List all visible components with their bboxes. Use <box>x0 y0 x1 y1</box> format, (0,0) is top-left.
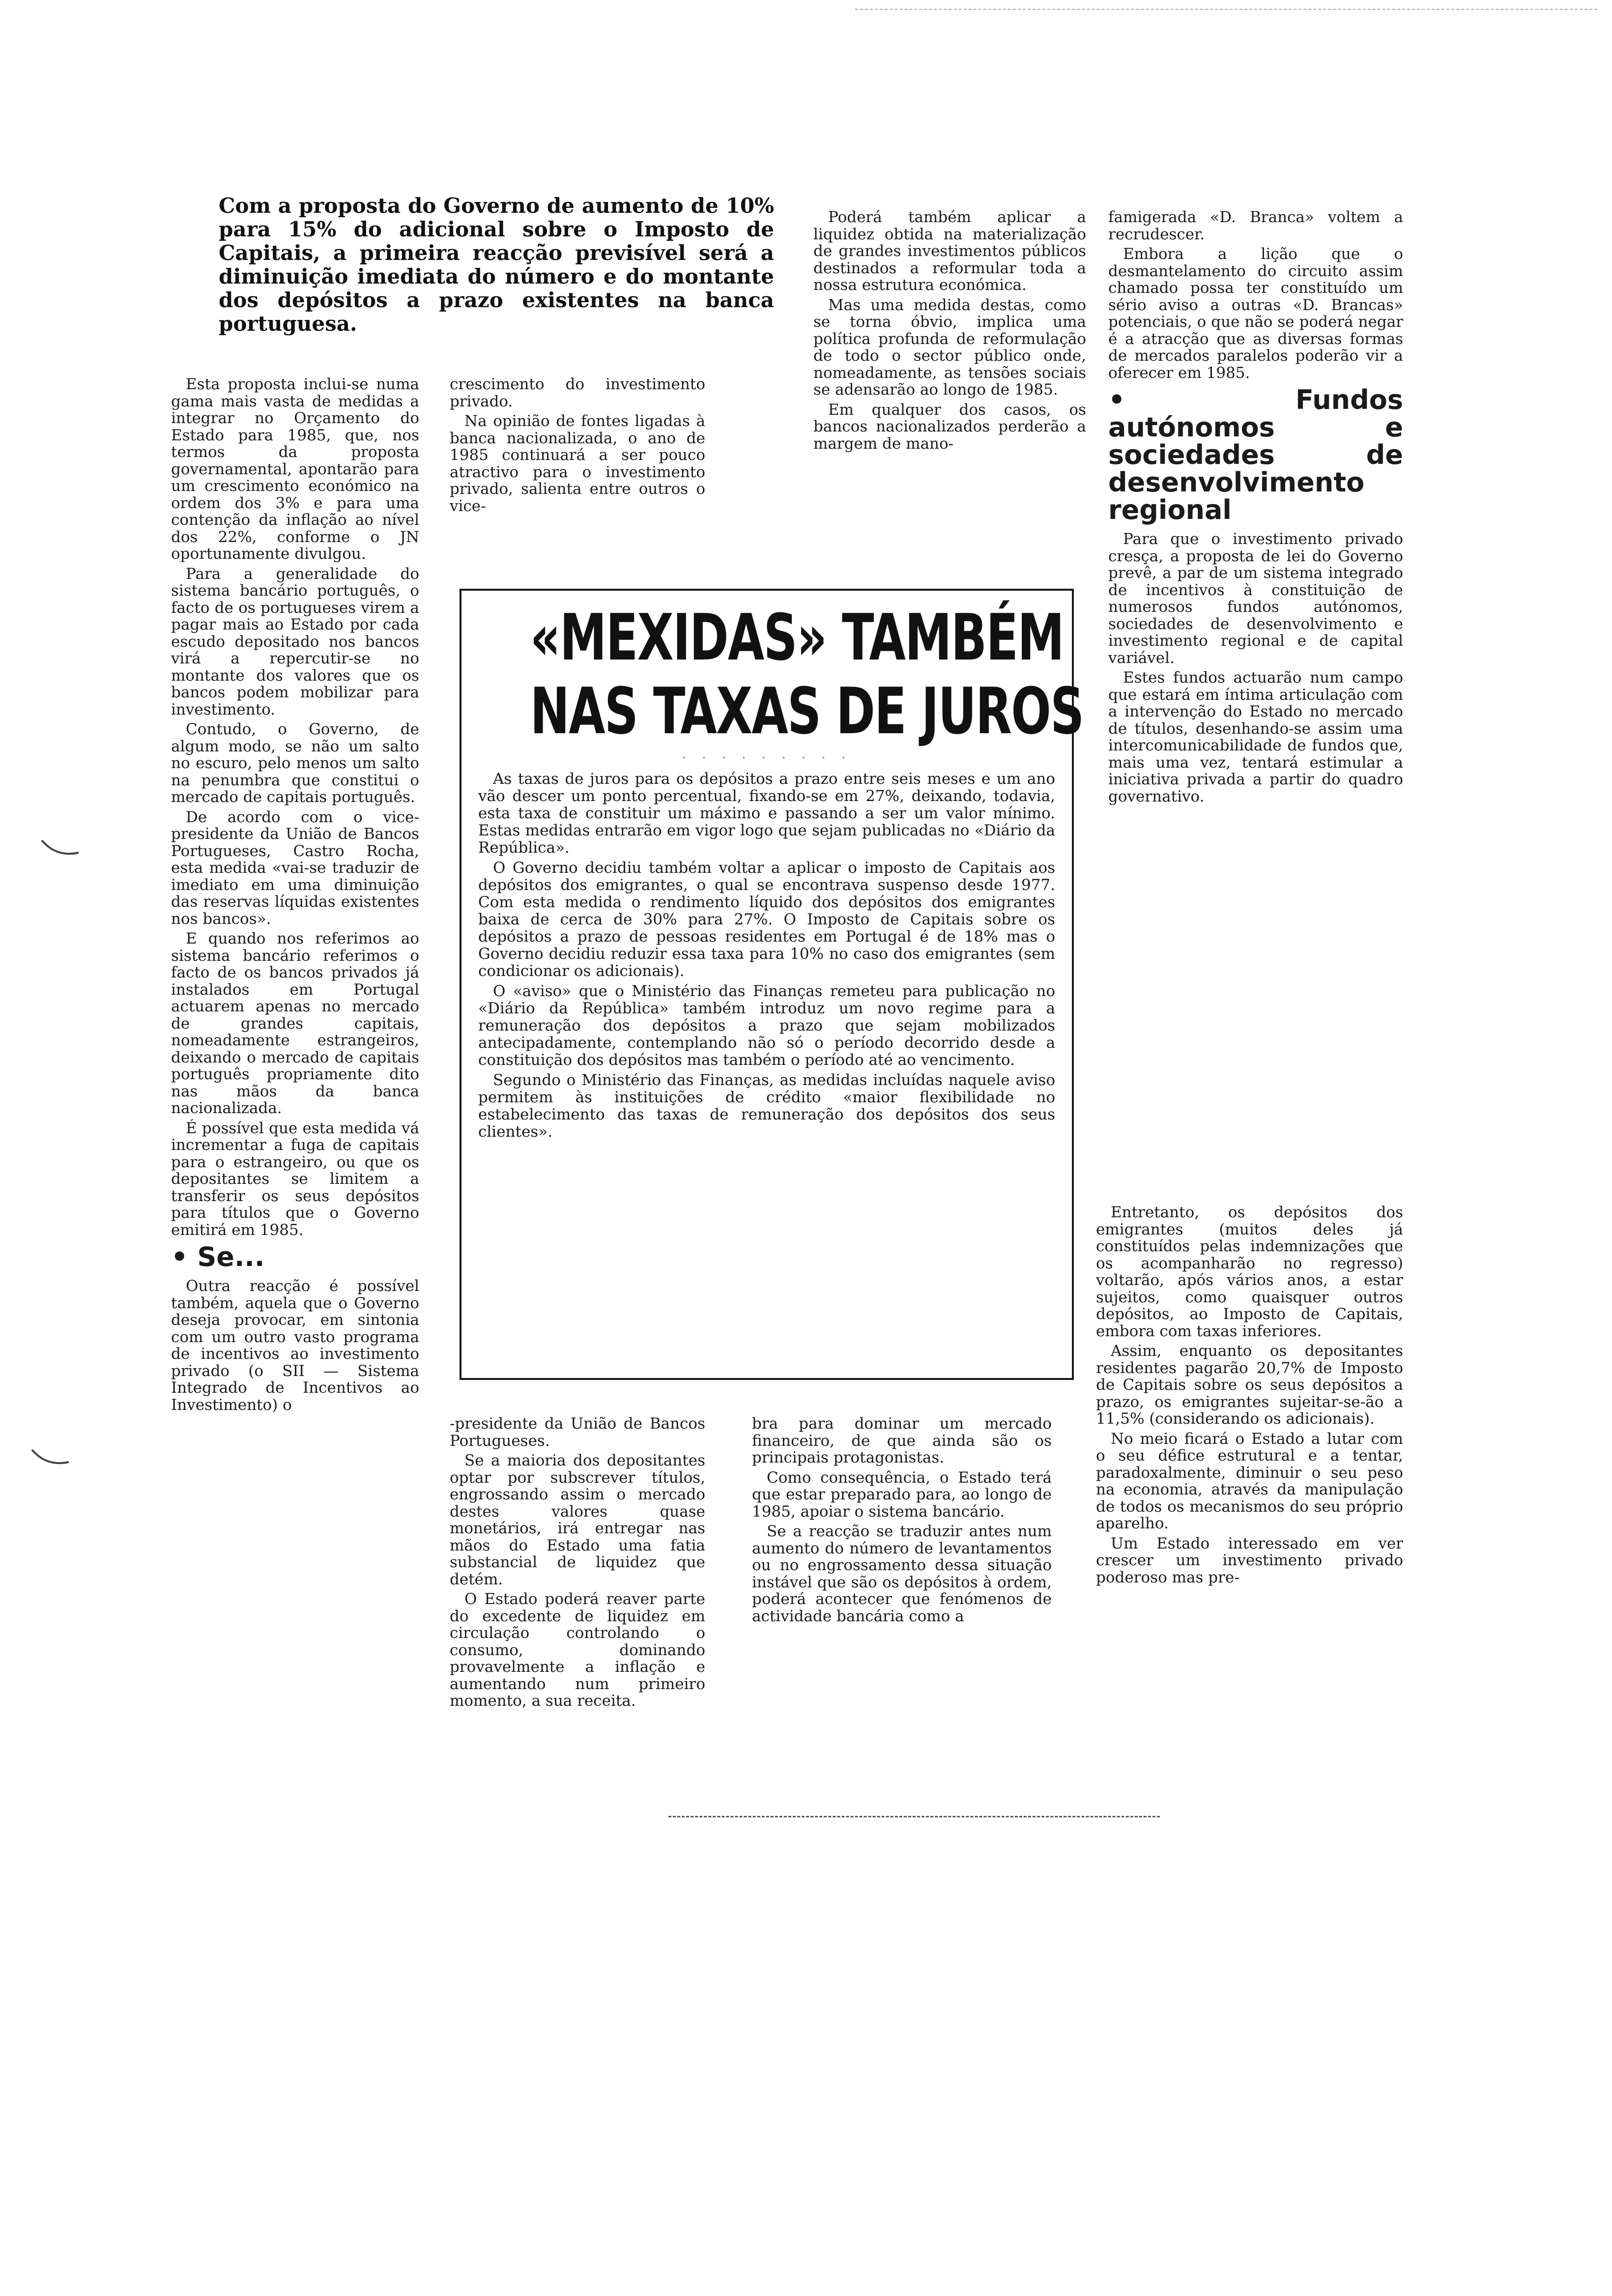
box-paragraph: Segundo o Ministério das Finanças, as medidas incluídas naquele aviso permitem às instituições de crédito «maior flexibilidade no estabelecimento das taxas de remuneração dos depósitos dos seus clientes». <box>478 1071 1055 1141</box>
box-paragraph: As taxas de juros para os depósitos a prazo entre seis meses e um ano vão descer um ponto percentual, fixando-se em 27%, deixando, todavia, esta taxa de constituir um máximo e passando a ser um valor mínimo. Estas medidas entrarão em vigor logo que sejam publicadas no «Diário da República». <box>478 770 1055 857</box>
column-4-bottom <box>1096 1204 1403 1589</box>
col1-paragraph: Esta proposta inclui-se numa gama mais vasta de medidas a integrar no Orçamento do Estado para 1985, que, nos termos da proposta governamental, apontarão para um crescimento económico na ordem dos 3% e para uma contenção da inflação ao nível dos 22%, conforme o JN oportunamente divulgou. <box>171 375 419 563</box>
col1-paragraph: Para a generalidade do sistema bancário português, o facto de os portugueses virem a pagar mais ao Estado por cada escudo depositado nos bancos virá a repercutir-se no montante dos valores que os bancos podem mobilizar para investimento. <box>171 565 419 718</box>
boxed-article-body <box>478 771 1055 1141</box>
col2b-paragraph: O Estado poderá reaver parte do excedente de liquidez em circulação controlando o consumo, dominando provavelmente a inflação e aumentando num primeiro momento, a sua receita. <box>450 1590 705 1710</box>
col1-paragraph: É possível que esta medida vá incrementar a fuga de capitais para o estrangeiro, ou que os depositantes se limitem a transferir os seus depósitos para títulos que o Governo emitirá em 1985. <box>171 1119 419 1239</box>
scan-mark-left-1 <box>39 835 84 865</box>
headline-line-2: NAS TAXAS DE JUROS <box>530 674 1084 748</box>
col4b-paragraph: Um Estado interessado em ver crescer um investimento privado poderoso mas pre- <box>1096 1534 1403 1586</box>
col2b-paragraph: -presidente da União de Bancos Portugueses. <box>450 1415 705 1450</box>
headline-line-1: «MEXIDAS» TAMBÉM <box>530 600 1064 675</box>
col1-paragraph: Outra reacção é possível também, aquela que o Governo deseja provocar, em sintonia com um outro vasto programa de incentivos ao investimento privado (o SII — Sistema Integrado de Incentivos ao Investimento) o <box>171 1277 419 1414</box>
col2-paragraph: Na opinião de fontes ligadas à banca nacionalizada, o ano de 1985 continuará a ser pouco atractivo para o investimento privado, salienta entre outros o vice- <box>450 412 705 515</box>
col4-paragraph: Para que o investimento privado cresça, a proposta de lei do Governo prevê, a par de um sistema integrado de incentivos à constituição de numerosos fundos autónomos, sociedades de desenvolvimento e investimento regional e de capital variável. <box>1108 530 1403 667</box>
col2-paragraph: crescimento do investimento privado. <box>450 375 705 410</box>
column-3-bottom <box>752 1415 1052 1628</box>
box-paragraph: O Governo decidiu também voltar a aplicar o imposto de Capitais aos depósitos dos emigrantes, o qual se encontrava suspenso desde 1977. Com esta medida o rendimento líquido dos depósitos dos emigrantes baixa de cerca de 30% para 27%. O Imposto de Capitais sobre os depósitos a prazo de pessoas residentes em Portugal é de 18% mas o Governo decidiu reduzir essa taxa para 10% no caso dos emigrantes (sem condicionar os adicionais). <box>478 859 1055 980</box>
scan-noise-divider: · · · · · · · · · <box>682 751 852 766</box>
col4b-paragraph: Entretanto, os depósitos dos emigrantes (muitos deles já constituídos pelas indemnizações que os acompanharão no regresso) voltarão, após vários anos, a estar sujeitos, como quaisquer outros depósitos, ao Imposto de Capitais, embora com taxas inferiores. <box>1096 1204 1403 1340</box>
col1-paragraph: E quando nos referimos ao sistema bancário referimos o facto de os bancos privados já instalados em Portugal actuarem apenas no mercado de grandes capitais, nomeadamente estrangeiros, deixando o mercado de capitais português propriamente dito nas mãos da banca nacionalizada. <box>171 930 419 1117</box>
column-4 <box>1108 209 1403 808</box>
col4b-paragraph: No meio ficará o Estado a lutar com o seu défice estrutural e a tentar, paradoxalmente, diminuir o seu peso na economia, através da manipulação de todos os mecanismos do seu próprio aparelho. <box>1096 1430 1403 1532</box>
col4-paragraph: Estes fundos actuarão num campo que estará em íntima articulação com a intervenção do Estado no mercado de títulos, desenhando-se assim uma intercomunicabilidade de fundos que, mais uma vez, tentará estimular a iniciativa privada a partir do quadro governativo. <box>1108 669 1403 805</box>
col3-paragraph: Mas uma medida destas, como se torna óbvio, implica uma política profunda de reformulação de todo o sector público onde, nomeadamente, as tensões sociais se adensarão ao longo de 1985. <box>813 296 1086 399</box>
col4-paragraph: famigerada «D. Branca» voltem a recrudescer. <box>1108 208 1403 243</box>
scan-bottom-edge <box>668 1816 1160 1818</box>
col3-paragraph: Poderá também aplicar a liquidez obtida na materialização de grandes investimentos públicos destinados a reformular toda a nossa estrutura económica. <box>813 208 1086 294</box>
col3b-paragraph: bra para dominar um mercado financeiro, de que ainda são os principais protagonistas. <box>752 1415 1052 1466</box>
scan-top-edge <box>855 9 1597 11</box>
box-paragraph: O «aviso» que o Ministério das Finanças remeteu para publicação no «Diário da República» também introduz um novo regime para a remuneração dos depósitos a prazo que sejam mobilizados antecipadamente, contemplando não só o período decorrido desde a constituição dos depósitos mas também o período até ao vencimento. <box>478 982 1055 1069</box>
col2b-paragraph: Se a maioria dos depositantes optar por subscrever títulos, engrossando assim o mercado destes valores quase monetários, irá entregar nas mãos do Estado uma fatia substancial de liquidez que detém. <box>450 1452 705 1588</box>
column-3-top <box>813 209 1086 455</box>
col1-paragraph: De acordo com o vice-presidente da União de Bancos Portugueses, Castro Rocha, esta medida «vai-se traduzir de imediato em uma diminuição das reservas líquidas existentes nos bancos». <box>171 808 419 928</box>
lead-paragraph: Com a proposta do Governo de aumento de 10% para 15% do adicional sobre o Imposto de Capitais, a primeira reacção previsível será a diminuição imediata do número e do montante dos depósitos a prazo existentes na banca portuguesa. <box>219 194 774 336</box>
col3b-paragraph: Se a reacção se traduzir antes num aumento do número de levantamentos ou no engrossamento dessa situação instável que são os depósitos à ordem, poderá acontecer que fenómenos de actividade bancária como a <box>752 1522 1052 1625</box>
subhead-fundos: • Fundos autónomos e sociedades de desenvolvimento regional <box>1108 384 1403 525</box>
scan-mark-left-2 <box>29 1445 74 1474</box>
col3-paragraph: Em qualquer dos casos, os bancos nacionalizados perderão a margem de mano- <box>813 401 1086 453</box>
col4-paragraph: Embora a lição que o desmantelamento do circuito assim chamado possa ter constituído um sério aviso a outras «D. Brancas» potenciais, o que não se poderá negar é a atracção que as diversas formas de mercados paralelos poderão vir a oferecer em 1985. <box>1108 245 1403 382</box>
subhead-se: • Se... <box>171 1241 265 1272</box>
column-2-bottom <box>450 1415 705 1713</box>
col1-paragraph: Contudo, o Governo, de algum modo, se não um salto no escuro, pelo menos um salto na penumbra que constitui o mercado de capitais português. <box>171 720 419 806</box>
col3b-paragraph: Como consequência, o Estado terá que estar preparado para, ao longo de 1985, apoiar o sistema bancário. <box>752 1468 1052 1521</box>
boxed-article <box>460 589 1084 1380</box>
column-2-top <box>450 376 705 517</box>
column-1 <box>171 376 419 1416</box>
col4b-paragraph: Assim, enquanto os depositantes residentes pagarão 20,7% de Imposto de Capitais sobre os seus depósitos a prazo, os emigrantes sujeitar-se-ão a 11,5% (considerando os adicionais). <box>1096 1342 1403 1428</box>
